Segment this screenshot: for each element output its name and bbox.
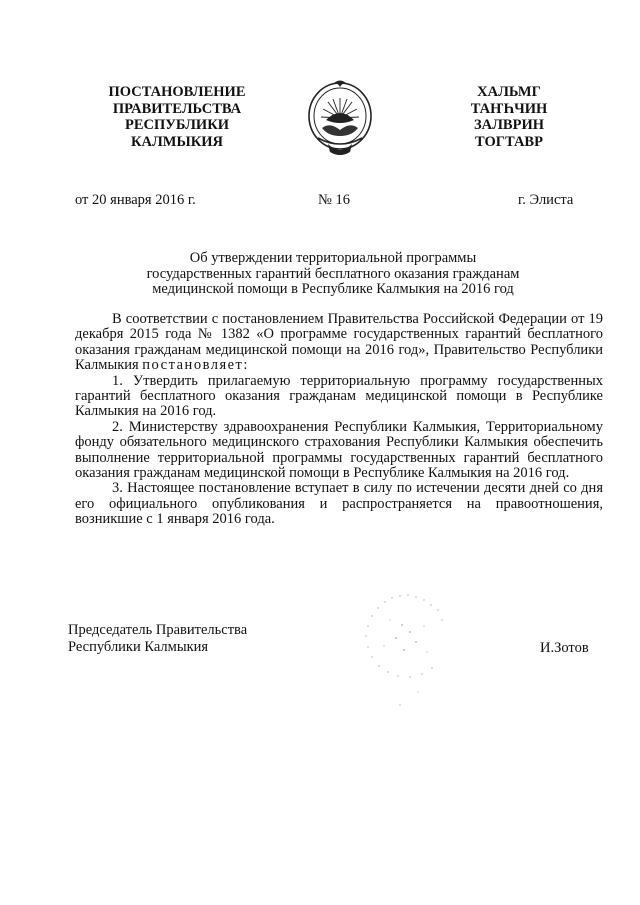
decree-item-2: 2. Министерству здравоохранения Республики Калмыкия, Территориальному фонду обязательного медицинского страхования Республики Калмыкия обеспечить выполнение территориальной программы государственных гарантий бесплатного оказания гражданам медицинской помощи в Республике Калмыкия на 2016 год. — [75, 418, 603, 482]
header-line: ТАҤҺЧИН — [470, 100, 548, 117]
intro-paragraph — [75, 312, 603, 374]
header-line: РЕСПУБЛИКИ — [124, 117, 230, 133]
header-line: ПРАВИТЕЛЬСТВА — [112, 100, 242, 117]
header-line: ТОГТАВР — [475, 133, 543, 150]
title-line: Об утверждении территориальной программы — [189, 250, 477, 266]
title-line: государственных гарантий бесплатного оказания гражданам — [146, 265, 520, 282]
faded-seal-stamp — [330, 580, 480, 710]
title-line: медицинской помощи в Республике Калмыкия на 2016 год — [152, 281, 514, 297]
header-line: КАЛМЫКИЯ — [131, 133, 223, 150]
decree-item-1: 1. Утвердить прилагаемую территориальную программу государственных гарантий бесплатного оказания гражданам медицинской помощи в Республике Калмыкия на 2016 год. — [75, 372, 603, 420]
document-city: г. Элиста — [518, 192, 574, 208]
header-line: ХАЛЬМГ — [477, 84, 541, 100]
decree-item-3: 3. Настоящее постановление вступает в силу по истечении десяти дней со дня его официального опубликования и распространяется на правоотношения, возникшие с 1 января 2016 года. — [75, 480, 603, 528]
intro-text: В соответствии с постановлением Правительства Российской Федерации от 19 декабря 2015 года № 1382 «О программе государственных гарантий бесплатного оказания гражданам медицинской помощи на 2016 год», Правительство Республики Калмыкия — [75, 311, 603, 374]
document-number: № 16 — [318, 192, 350, 208]
decree-keyword: постановляет: — [142, 357, 249, 374]
kalmykia-coat-of-arms-icon — [306, 78, 374, 158]
header-russian — [82, 84, 272, 150]
signer-name: И.Зотов — [540, 640, 589, 656]
header-line: ЗАЛВРИН — [473, 117, 544, 133]
signer-position — [68, 622, 247, 656]
header-kalmyk — [446, 84, 572, 150]
document-title — [120, 251, 546, 298]
document-body — [75, 312, 603, 528]
document-date: от 20 января 2016 г. — [75, 192, 196, 208]
header-line: ПОСТАНОВЛЕНИЕ — [108, 84, 246, 100]
signer-position-line: Республики Калмыкия — [68, 639, 209, 655]
signer-position-line: Председатель Правительства — [68, 622, 248, 638]
